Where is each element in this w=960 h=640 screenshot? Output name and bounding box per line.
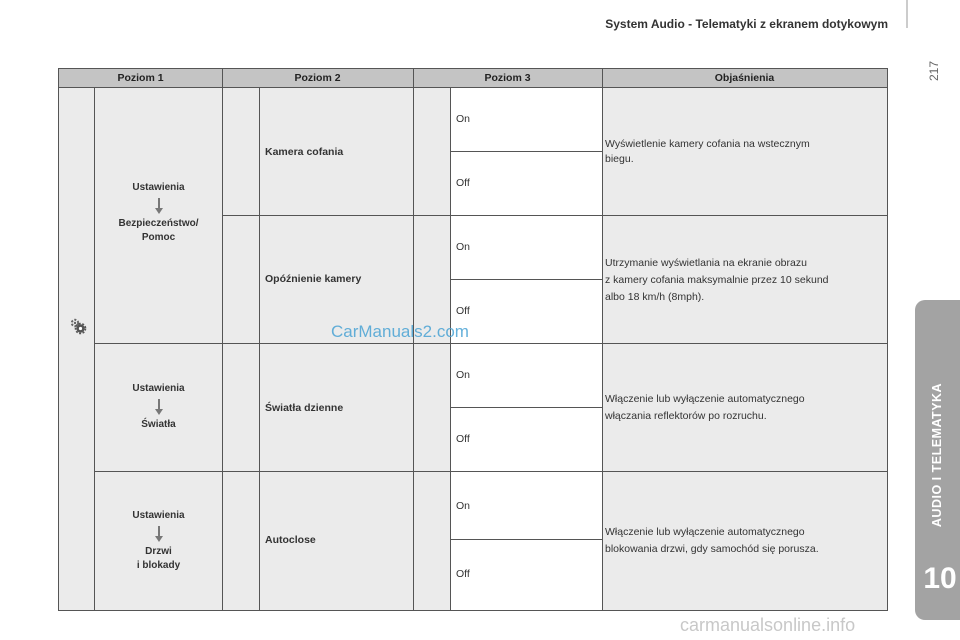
setting-rear-camera: Kamera cofania (265, 146, 344, 158)
option-on[interactable]: On (456, 241, 471, 253)
explanation-autoclose: Włączenie lub wyłączenie automatycznego blokowania drzwi, gdy samochód się porusza. (605, 526, 819, 555)
arrow-down-icon (155, 536, 163, 542)
option-off[interactable]: Off (456, 433, 470, 445)
chapter-number: 10 (923, 562, 957, 595)
menu-level-top: Ustawienia (132, 510, 185, 521)
menu-path-doors (95, 509, 222, 573)
option-off[interactable]: Off (456, 305, 470, 317)
column-header-level1: Poziom 1 (59, 69, 222, 87)
arrow-down-icon (158, 399, 160, 409)
option-on[interactable]: On (456, 500, 471, 512)
header-title: System Audio - Telematyki z ekranem dotykowym (605, 17, 888, 31)
chapter-label: AUDIO I TELEMATYKA (930, 382, 944, 528)
row-divider (450, 539, 602, 540)
col-divider (602, 69, 603, 610)
menu-level-bottom: Światła (141, 419, 176, 430)
footer-watermark: carmanualsonline.info (680, 615, 856, 635)
page-number: 217 (927, 60, 942, 82)
row-divider (94, 343, 887, 344)
menu-level-bottom: Bezpieczeństwo/ Pomoc (118, 218, 199, 243)
header-rule (906, 0, 908, 28)
row-divider (94, 471, 887, 472)
arrow-down-icon (155, 208, 163, 214)
option-off[interactable]: Off (456, 177, 470, 189)
column-header-level3: Poziom 3 (413, 69, 602, 87)
settings-table (58, 68, 888, 611)
settings-gear-icon (69, 317, 87, 335)
setting-daytime-lights: Światła dzienne (265, 402, 344, 414)
row-divider (450, 279, 602, 280)
menu-level-top: Ustawienia (132, 182, 185, 193)
explanation-camera-delay: Utrzymanie wyświetlania na ekranie obrazu z kamery cofania maksymalnie przez 10 sekund albo 18 km/h (8mph). (605, 257, 829, 303)
col-divider (222, 69, 223, 610)
setting-camera-delay: Opóźnienie kamery (265, 273, 362, 285)
watermark-text: CarManuals2.com (331, 322, 469, 341)
menu-path-safety (95, 181, 222, 245)
explanation-rear-camera: Wyświetlenie kamery cofania na wstecznym biegu. (605, 138, 810, 165)
menu-level-bottom: Drzwi i blokady (136, 546, 181, 571)
setting-autoclose: Autoclose (265, 534, 316, 546)
option-on[interactable]: On (456, 113, 471, 125)
menu-level-top: Ustawienia (132, 383, 185, 394)
row-divider (450, 151, 602, 152)
row-divider (450, 407, 602, 408)
col-divider (450, 88, 451, 610)
menu-path-lights (95, 382, 222, 432)
col-divider (259, 88, 260, 610)
row-divider (222, 215, 887, 216)
explanation-daytime-lights: Włączenie lub wyłączenie automatycznego włączania reflektorów po rozruchu. (605, 393, 805, 422)
option-on[interactable]: On (456, 369, 471, 381)
arrow-down-icon (158, 526, 160, 536)
option-bg (451, 472, 602, 610)
arrow-down-icon (158, 198, 160, 208)
option-off[interactable]: Off (456, 568, 470, 580)
column-header-explanation: Objaśnienia (602, 69, 887, 87)
arrow-down-icon (155, 409, 163, 415)
column-header-level2: Poziom 2 (222, 69, 413, 87)
